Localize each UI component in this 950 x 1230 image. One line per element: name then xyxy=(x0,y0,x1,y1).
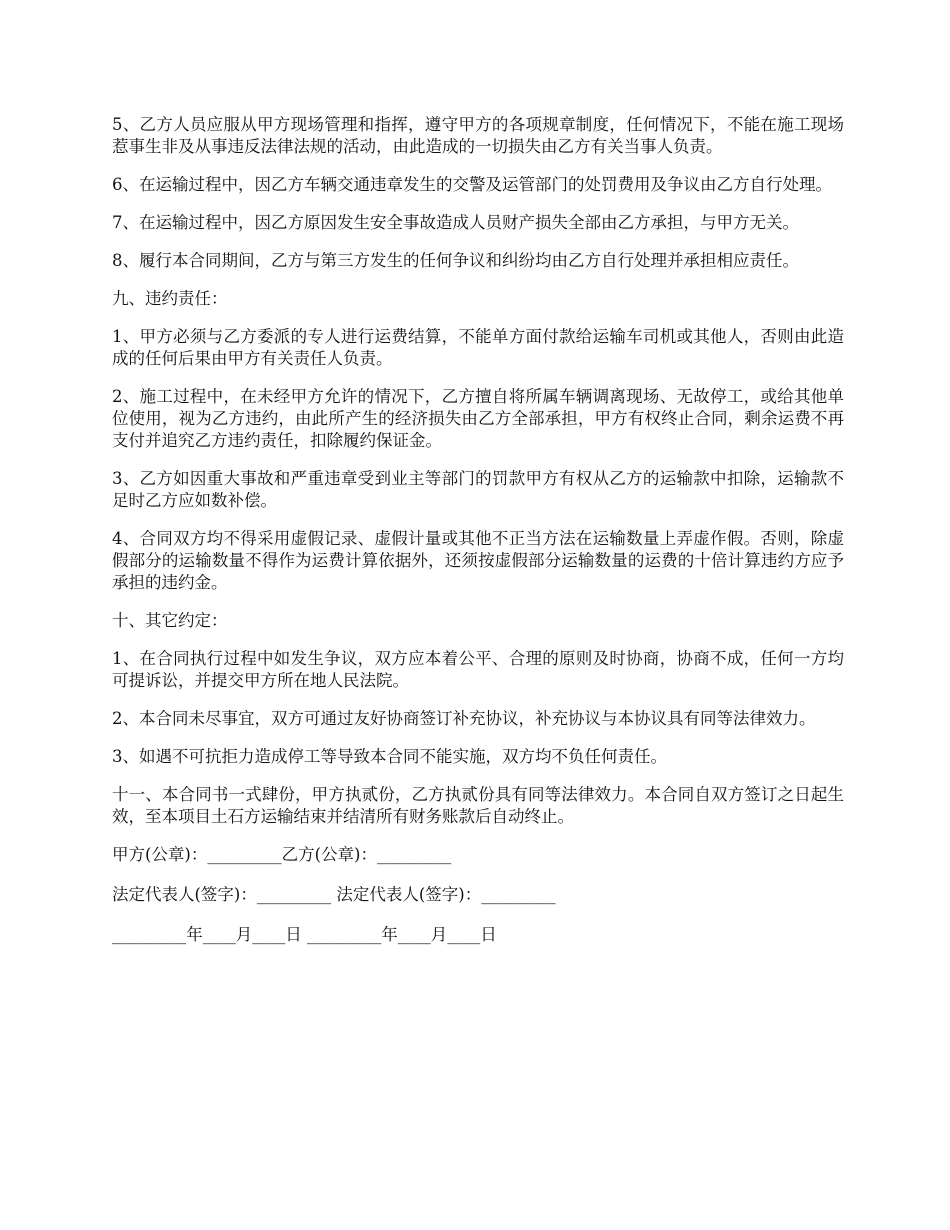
section-9-item-1: 1、甲方必须与乙方委派的专人进行运费结算，不能单方面付款给运输车司机或其他人，否则由此造成的任何后果由甲方有关责任人负责。 xyxy=(112,327,844,368)
date-signature-line: _________年____月____日 _________年____月____日 xyxy=(112,925,497,944)
clause-5: 5、乙方人员应服从甲方现场管理和指挥，遵守甲方的各项规章制度，任何情况下，不能在施工现场惹事生非及从事违反法律法规的活动，由此造成的一切损失由乙方有关当事人负责。 xyxy=(112,115,844,156)
section-9-heading: 九、违约责任： xyxy=(112,289,228,308)
contract-page xyxy=(112,114,844,964)
section-9-item-2: 2、施工过程中，在未经甲方允许的情况下，乙方擅自将所属车辆调离现场、无故停工，或给其他单位使用，视为乙方违约，由此所产生的经济损失由乙方全部承担，甲方有权终止合同，剩余运费不再支付并追究乙方违约责任，扣除履约保证金。 xyxy=(112,387,844,450)
clause-6: 6、在运输过程中，因乙方车辆交通违章发生的交警及运管部门的处罚费用及争议由乙方自行处理。 xyxy=(112,175,832,194)
section-10-item-1: 1、在合同执行过程中如发生争议，双方应本着公平、合理的原则及时协商，协商不成，任何一方均可提诉讼，并提交甲方所在地人民法院。 xyxy=(112,649,844,690)
section-10-item-3: 3、如遇不可抗拒力造成停工等导致本合同不能实施，双方均不负任何责任。 xyxy=(112,747,667,766)
clause-7: 7、在运输过程中，因乙方原因发生安全事故造成人员财产损失全部由乙方承担，与甲方无关。 xyxy=(112,213,799,232)
section-9-item-4: 4、合同双方均不得采用虚假记录、虚假计量或其他不正当方法在运输数量上弄虚作假。否则，除虚假部分的运输数量不得作为运费计算依据外，还须按虚假部分运输数量的运费的十倍计算违约方应予承担的违约金。 xyxy=(112,529,844,592)
representative-signature-line: 法定代表人(签字)：_________ 法定代表人(签字)：_________ xyxy=(112,885,556,904)
clause-8: 8、履行本合同期间，乙方与第三方发生的任何争议和纠纷均由乙方自行处理并承担相应责任。 xyxy=(112,251,799,270)
section-10-heading: 十、其它约定： xyxy=(112,611,228,630)
seal-signature-line: 甲方(公章)：_________乙方(公章)：_________ xyxy=(112,845,452,864)
section-9-item-3: 3、乙方如因重大事故和严重违章受到业主等部门的罚款甲方有权从乙方的运输款中扣除，运输款不足时乙方应如数补偿。 xyxy=(112,469,844,510)
section-11-paragraph: 十一、本合同书一式肆份，甲方执贰份，乙方执贰份具有同等法律效力。本合同自双方签订之日起生效，至本项目土石方运输结束并结清所有财务账款后自动终止。 xyxy=(112,785,844,826)
section-10-item-2: 2、本合同未尽事宜，双方可通过友好协商签订补充协议，补充协议与本协议具有同等法律效力。 xyxy=(112,709,816,728)
